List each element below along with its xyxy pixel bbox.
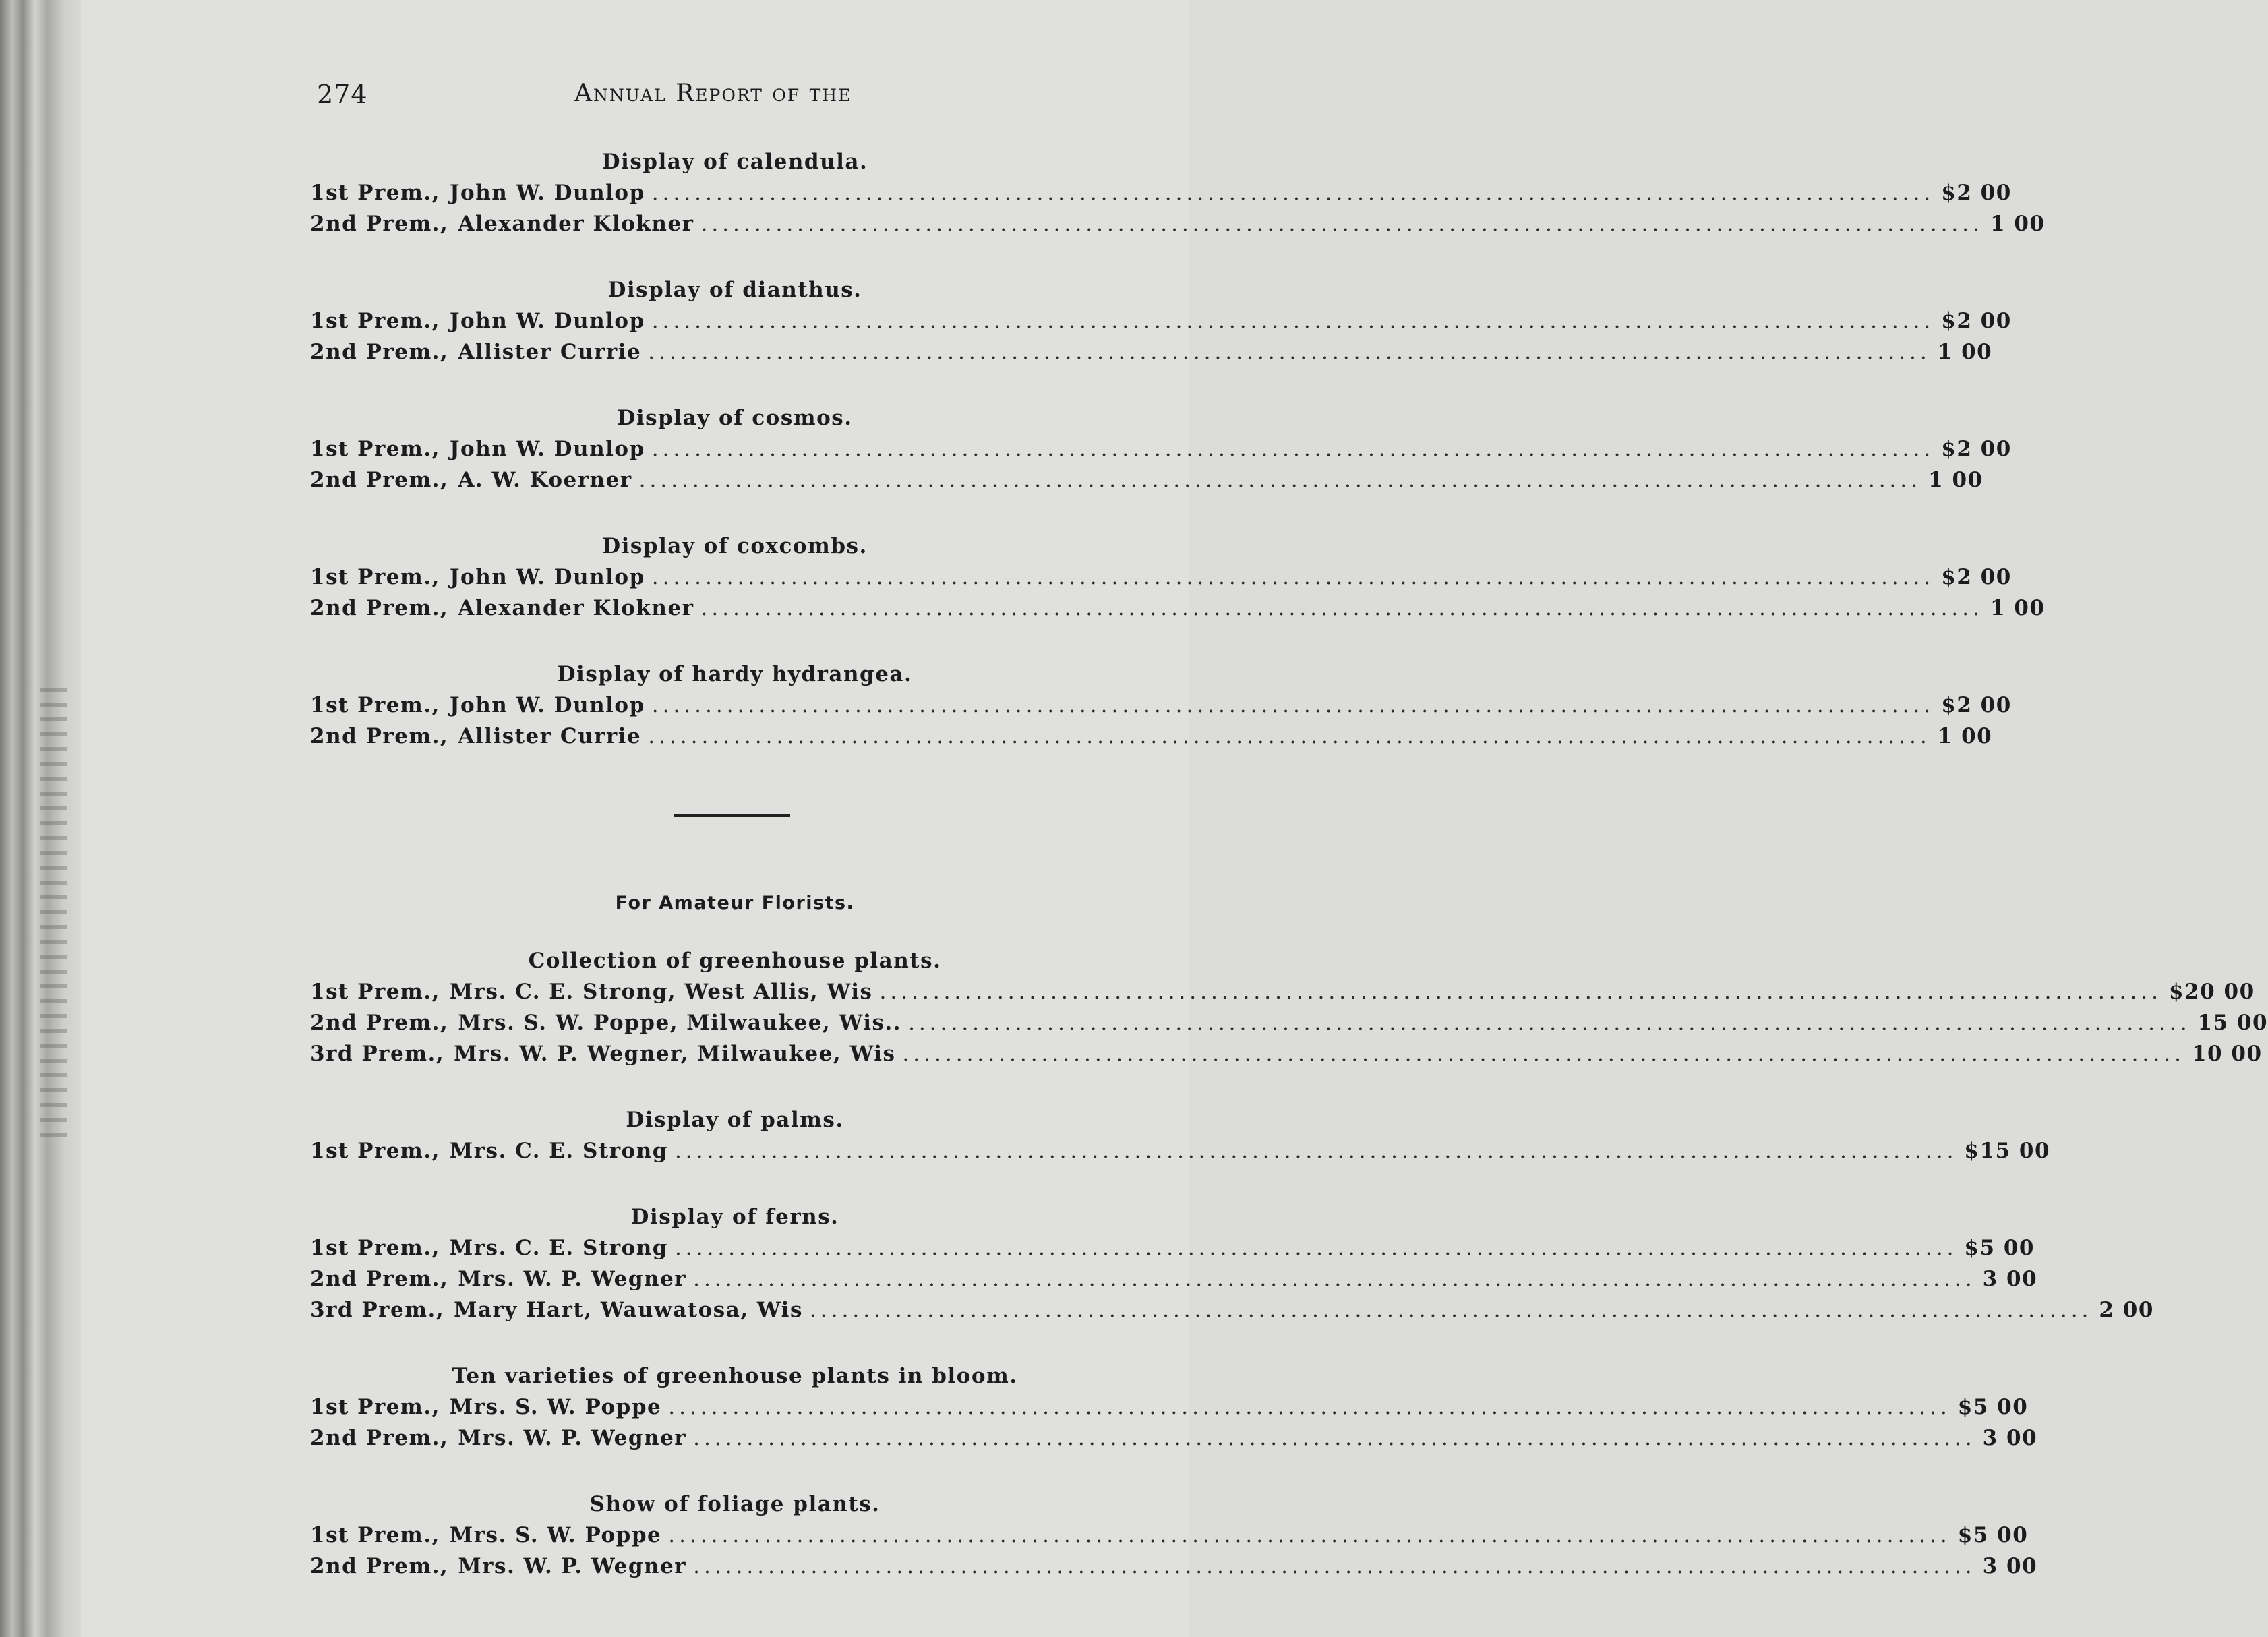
premium-amount: 1 00 (1937, 340, 1993, 364)
dot-leader: ........................................................................................................................ (648, 724, 1931, 748)
page-number: 274 (317, 80, 368, 109)
section-heading: Display of coxcombs. (602, 534, 868, 558)
premium-place: 1st Prem., (310, 565, 440, 589)
premium-row (310, 1426, 2038, 1457)
dot-leader: ........................................................................................................................ (674, 1139, 1958, 1163)
winner-name: John W. Dunlop (449, 437, 645, 461)
premium-place: 2nd Prem., (310, 212, 449, 236)
premium-row (310, 1554, 2038, 1585)
winner-name: Mrs. W. P. Wegner (458, 1426, 687, 1450)
premium-place: 3rd Prem., (310, 1042, 445, 1066)
winner-name: Alexander Klokner (458, 212, 694, 236)
dot-leader: ........................................................................................................................ (693, 1554, 1976, 1578)
premium-amount: $2 00 (1941, 437, 2012, 461)
premium-amount: 1 00 (1937, 724, 1993, 748)
premium-amount: 2 00 (2099, 1298, 2154, 1322)
winner-name: Mrs. S. W. Poppe (449, 1523, 662, 1547)
dot-leader: ........................................................................................................................ (674, 1236, 1958, 1260)
premium-row (310, 980, 2255, 1011)
premium-row (310, 212, 2046, 243)
premium-section (310, 534, 2046, 627)
premium-section (310, 406, 2012, 499)
dot-leader: ........................................................................................................................ (651, 181, 1935, 205)
premium-row (310, 309, 2012, 340)
winner-name: Allister Currie (458, 340, 642, 364)
winner-name: John W. Dunlop (449, 181, 645, 205)
dot-leader: ........................................................................................................................ (693, 1267, 1976, 1291)
section-heading: Display of hardy hydrangea. (557, 662, 913, 686)
page-header (317, 80, 998, 120)
premium-amount: $15 00 (1964, 1139, 2051, 1163)
winner-name: Mrs. W. P. Wegner (458, 1267, 687, 1291)
premium-place: 2nd Prem., (310, 340, 449, 364)
premium-amount: $2 00 (1941, 693, 2012, 717)
premium-amount: 3 00 (1982, 1267, 2038, 1291)
premium-row (310, 596, 2046, 627)
premium-place: 1st Prem., (310, 1139, 440, 1163)
section-heading: Display of ferns. (630, 1205, 839, 1229)
premium-section (310, 1108, 2051, 1170)
section-heading: Display of dianthus. (607, 278, 862, 302)
professional-sections (310, 150, 2046, 755)
dot-leader: ........................................................................................................................ (809, 1298, 2093, 1322)
dot-leader: ........................................................................................................................ (651, 309, 1935, 333)
amateur-division-title: For Amateur Florists. (615, 893, 855, 914)
premium-list (310, 150, 2268, 1620)
premium-section (310, 662, 2012, 755)
premium-place: 1st Prem., (310, 309, 440, 333)
winner-name: Allister Currie (458, 724, 642, 748)
winner-name: John W. Dunlop (449, 565, 645, 589)
winner-name: Alexander Klokner (458, 596, 694, 620)
premium-place: 1st Prem., (310, 693, 440, 717)
amateur-sections (310, 949, 2268, 1585)
premium-place: 3rd Prem., (310, 1298, 445, 1322)
premium-place: 1st Prem., (310, 1523, 440, 1547)
premium-row (310, 1139, 2051, 1170)
premium-place: 1st Prem., (310, 980, 440, 1004)
premium-place: 1st Prem., (310, 1395, 440, 1419)
section-divider-rule (674, 814, 790, 817)
dot-leader: ........................................................................................................................ (651, 693, 1935, 717)
dot-leader: ........................................................................................................................ (651, 565, 1935, 589)
premium-amount: $5 00 (1964, 1236, 2035, 1260)
dot-leader: ........................................................................................................................ (648, 340, 1931, 364)
winner-name: Mrs. C. E. Strong, West Allis, Wis (449, 980, 873, 1004)
premium-amount: 3 00 (1982, 1426, 2038, 1450)
section-heading: Collection of greenhouse plants. (528, 949, 942, 973)
premium-row (310, 1236, 2035, 1267)
premium-amount: 1 00 (1990, 596, 2046, 620)
premium-place: 1st Prem., (310, 1236, 440, 1260)
binding-marks (40, 688, 67, 1146)
winner-name: Mrs. S. W. Poppe, Milwaukee, Wis.. (458, 1011, 902, 1035)
premium-row (310, 724, 1993, 755)
premium-row (310, 468, 1983, 499)
dot-leader: ........................................................................................................................ (668, 1523, 1951, 1547)
dot-leader: ........................................................................................................................ (879, 980, 2162, 1004)
winner-name: Mrs. C. E. Strong (449, 1139, 668, 1163)
premium-row (310, 1267, 2038, 1298)
premium-place: 1st Prem., (310, 437, 440, 461)
dot-leader: ........................................................................................................................ (902, 1042, 2185, 1066)
premium-row (310, 1298, 2154, 1329)
premium-place: 2nd Prem., (310, 596, 449, 620)
winner-name: Mrs. W. P. Wegner, Milwaukee, Wis (454, 1042, 896, 1066)
dot-leader: ........................................................................................................................ (651, 437, 1935, 461)
section-heading: Ten varieties of greenhouse plants in bloom. (452, 1364, 1018, 1388)
dot-leader: ........................................................................................................................ (700, 212, 1983, 236)
premium-row (310, 1042, 2263, 1073)
premium-place: 2nd Prem., (310, 1426, 449, 1450)
dot-leader: ........................................................................................................................ (700, 596, 1983, 620)
premium-row (310, 1523, 2029, 1554)
section-heading: Display of palms. (626, 1108, 844, 1132)
premium-row (310, 340, 1993, 371)
premium-section (310, 1364, 2038, 1457)
premium-amount: 10 00 (2191, 1042, 2263, 1066)
premium-place: 2nd Prem., (310, 1554, 449, 1578)
premium-section (310, 150, 2046, 243)
premium-amount: 1 00 (1990, 212, 2046, 236)
premium-place: 2nd Prem., (310, 1267, 449, 1291)
premium-section (310, 949, 2268, 1073)
premium-place: 2nd Prem., (310, 724, 449, 748)
premium-row (310, 181, 2012, 212)
dot-leader: ........................................................................................................................ (638, 468, 1922, 492)
section-heading: Show of foliage plants. (589, 1492, 881, 1516)
premium-row (310, 1011, 2268, 1042)
winner-name: John W. Dunlop (449, 309, 645, 333)
section-heading: Display of calendula. (601, 150, 868, 174)
premium-amount: $2 00 (1941, 565, 2012, 589)
section-heading: Display of cosmos. (617, 406, 853, 430)
premium-place: 1st Prem., (310, 181, 440, 205)
premium-row (310, 693, 2012, 724)
premium-section (310, 278, 2012, 371)
premium-place: 2nd Prem., (310, 468, 449, 492)
premium-amount: $20 00 (2169, 980, 2255, 1004)
dot-leader: ........................................................................................................................ (693, 1426, 1976, 1450)
premium-amount: $2 00 (1941, 309, 2012, 333)
dot-leader: ........................................................................................................................ (668, 1395, 1951, 1419)
premium-row (310, 437, 2012, 468)
book-binding-edge (0, 0, 81, 1637)
premium-row (310, 1395, 2029, 1426)
premium-amount: $5 00 (1957, 1395, 2029, 1419)
premium-amount: 3 00 (1982, 1554, 2038, 1578)
winner-name: A. W. Koerner (458, 468, 632, 492)
premium-section (310, 1205, 2154, 1329)
winner-name: Mrs. W. P. Wegner (458, 1554, 687, 1578)
premium-place: 2nd Prem., (310, 1011, 449, 1035)
winner-name: Mrs. S. W. Poppe (449, 1395, 662, 1419)
running-title: Annual Report of the (574, 80, 852, 107)
premium-section (310, 1492, 2038, 1585)
premium-amount: $2 00 (1941, 181, 2012, 205)
winner-name: John W. Dunlop (449, 693, 645, 717)
dot-leader: ........................................................................................................................ (908, 1011, 2191, 1035)
premium-amount: $5 00 (1957, 1523, 2029, 1547)
winner-name: Mrs. C. E. Strong (449, 1236, 668, 1260)
premium-amount: 15 00 (2197, 1011, 2268, 1035)
premium-row (310, 565, 2012, 596)
winner-name: Mary Hart, Wauwatosa, Wis (454, 1298, 803, 1322)
document-page (81, 0, 2268, 1637)
premium-amount: 1 00 (1928, 468, 1983, 492)
